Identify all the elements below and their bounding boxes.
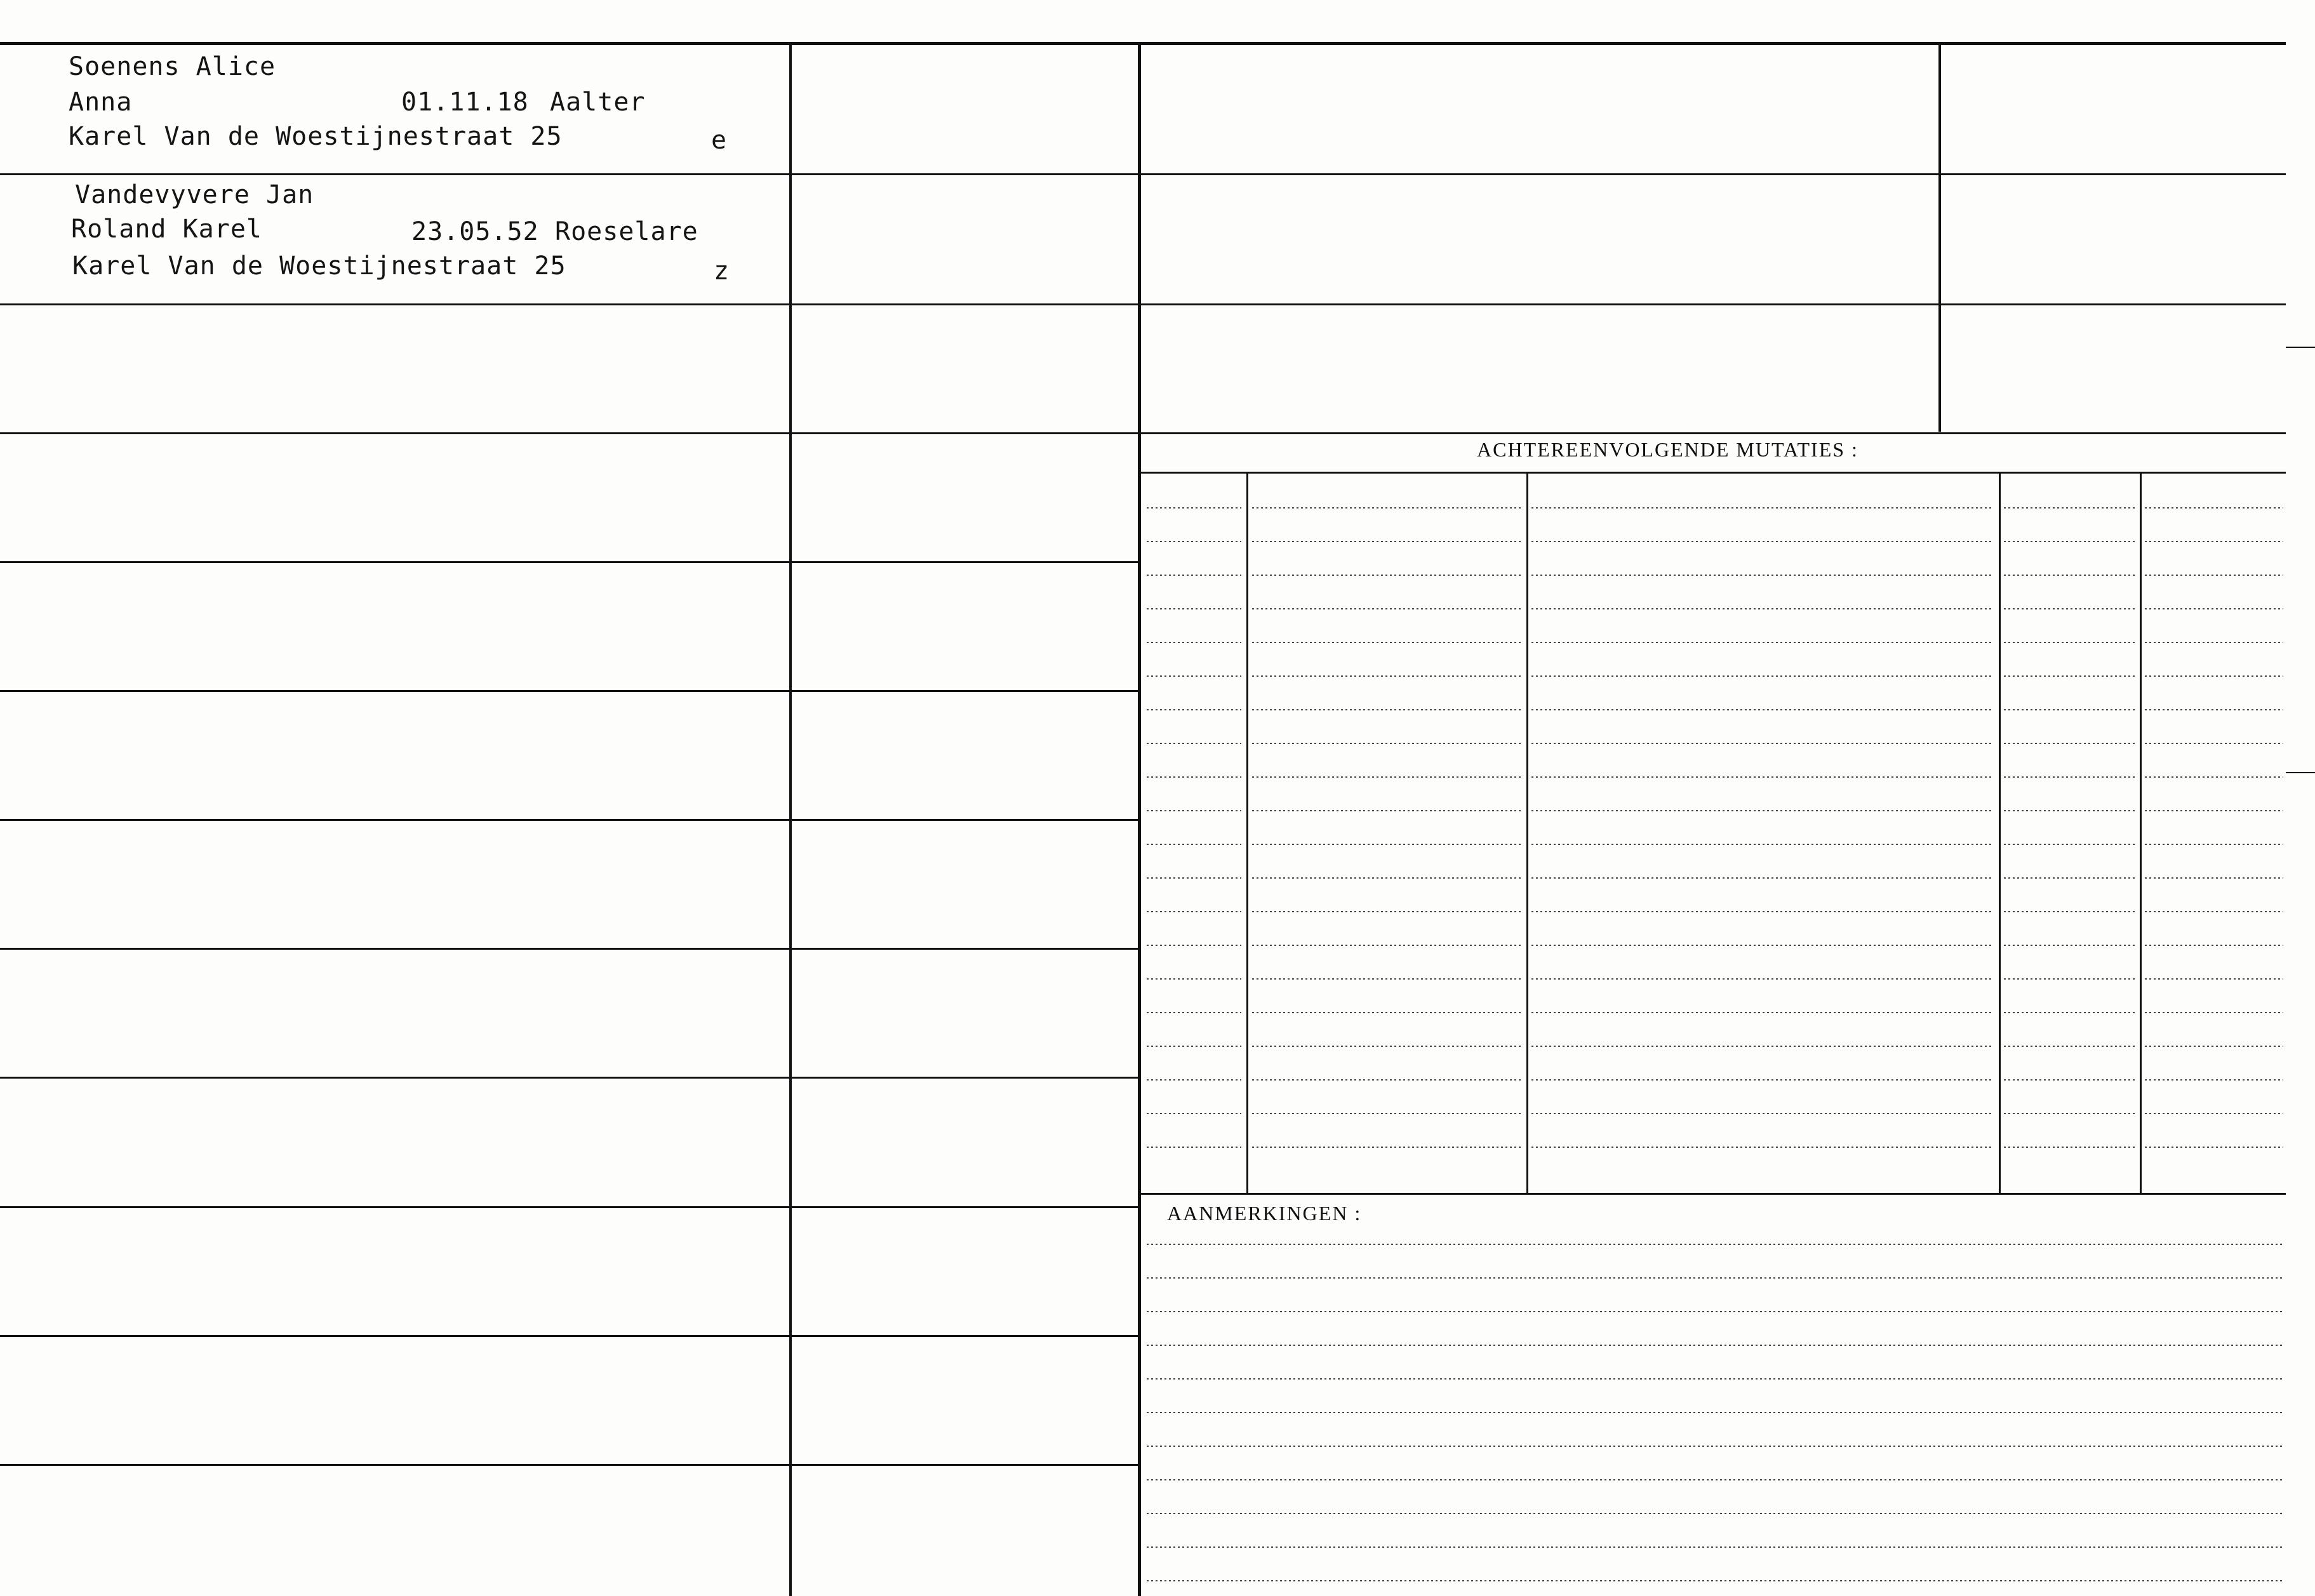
entry-code: z: [714, 256, 730, 286]
entry-address: Karel Van de Woestijnestraat 25: [72, 251, 566, 281]
remarks-heading: AANMERKINGEN :: [1167, 1202, 1362, 1225]
entry-birth-place: Roeselare: [555, 217, 698, 246]
entry-given-names: Roland Karel: [71, 215, 262, 244]
entry-surname-first: Vandevyvere Jan: [75, 180, 314, 209]
entry-surname-first: Soenens Alice: [69, 52, 276, 81]
entry-birth-date: 01.11.18: [401, 88, 529, 117]
entry-address: Karel Van de Woestijnestraat 25: [69, 122, 563, 151]
entry-birth-date: 23.05.52: [411, 217, 539, 246]
entry-code: e: [711, 126, 728, 155]
mutations-heading: ACHTEREENVOLGENDE MUTATIES :: [1477, 438, 1858, 461]
entry-given-names: Anna: [69, 88, 133, 117]
entry-birth-place: Aalter: [550, 88, 646, 117]
